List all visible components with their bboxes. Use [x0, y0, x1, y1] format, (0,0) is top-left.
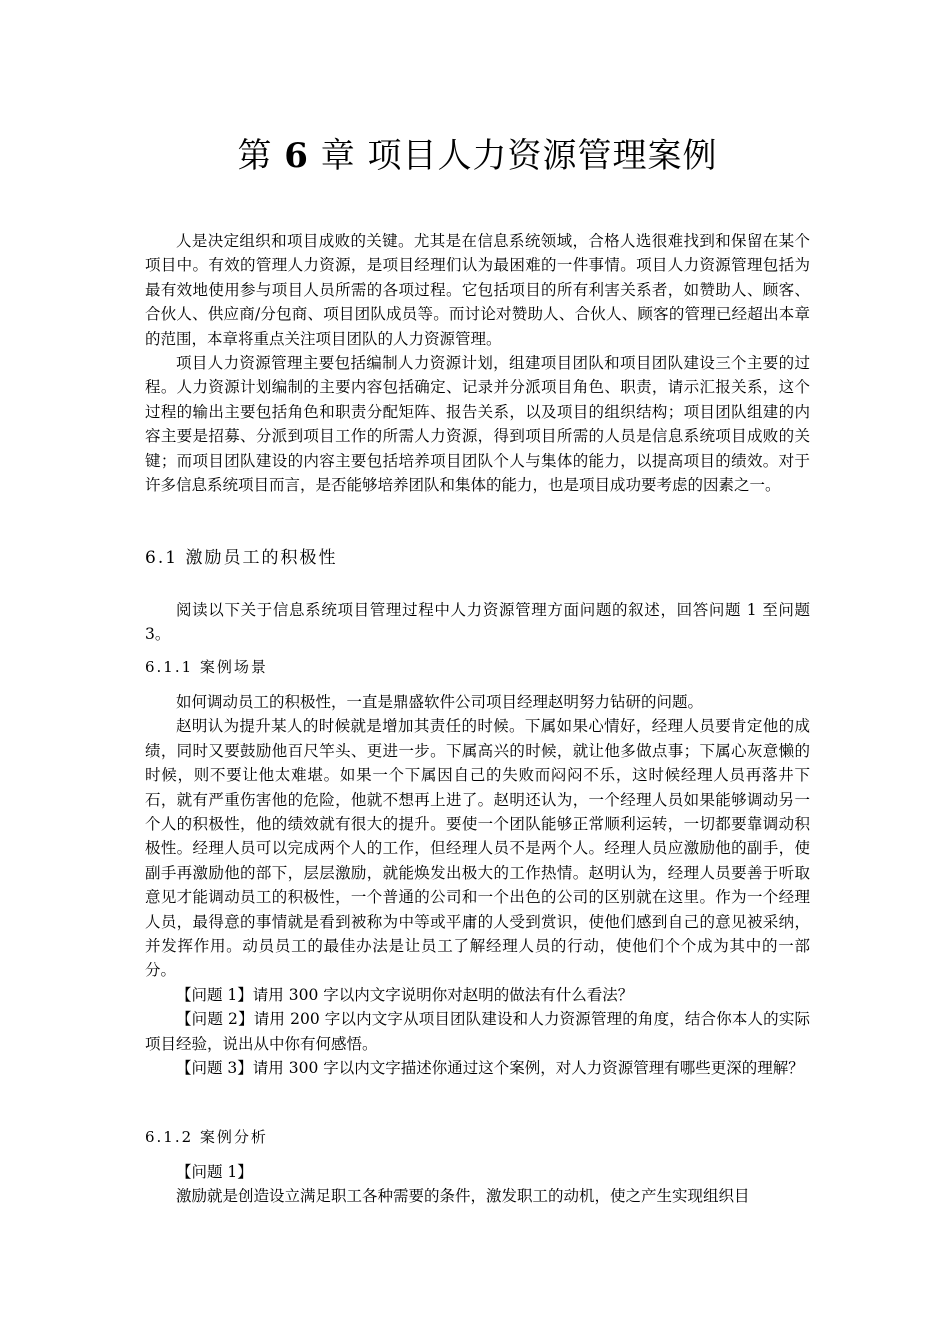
section-6-1-heading-block [145, 545, 810, 571]
question-1: 【问题 1】请用 300 字以内文字说明你对赵明的做法有什么看法？ [176, 985, 634, 1004]
analysis-question-1-label: 【问题 1】 [176, 1163, 253, 1181]
question-2: 【问题 2】请用 200 字以内文字从项目团队建设和人力资源管理的角度，结合你本人的实际项目经验，说出从中你有何感悟。 [145, 1010, 810, 1053]
case-paragraph-1: 如何调动员工的积极性，一直是鼎盛软件公司项目经理赵明努力钻研的问题。 [176, 693, 704, 711]
subsection-6-1-1-heading-block [145, 655, 810, 679]
intro-paragraph-1: 人是决定组织和项目成败的关键。尤其是在信息系统领域，合格人选很难找到和保留在某个项目中。有效的管理人力资源，是项目经理们认为最困难的一件事情。项目人力资源管理包括为最有效地使用参与项目人员所需的各项过程。它包括项目的所有利害关系者，如赞助人、顾客、合伙人、供应商/分包商、项目团队成员等。而讨论对赞助人、合伙人、顾客的管理已经超出本章的范围，本章将重点关注项目团队的人力资源管理。 [145, 232, 810, 348]
subsection-heading-case-analysis: 6.1.2 案例分析 [145, 1128, 268, 1146]
analysis-paragraph-1: 激励就是创造设立满足职工各种需要的条件，激发职工的动机，使之产生实现组织目 [176, 1187, 750, 1206]
section-6-1-lead-block [145, 598, 810, 647]
subsection-heading-case-scenario: 6.1.1 案例场景 [145, 658, 268, 676]
subsection-6-1-2-heading-block [145, 1125, 810, 1149]
intro-block [145, 229, 810, 497]
section-heading: 6.1 激励员工的积极性 [145, 548, 338, 568]
chapter-title [145, 132, 810, 180]
case-scenario-block [145, 690, 810, 1081]
chapter-number: 6 [284, 136, 309, 176]
case-analysis-block [145, 1160, 810, 1209]
section-lead-paragraph: 阅读以下关于信息系统项目管理过程中人力资源管理方面问题的叙述，回答问题 1 至问题 3。 [145, 601, 810, 644]
case-paragraph-2: 赵明认为提升某人的时候就是增加其责任的时候。下属如果心情好，经理人员要肯定他的成绩，同时又要鼓励他百尺竿头、更进一步。下属高兴的时候，就让他多做点事；下属心灰意懒的时候，则不要让他太难堪。如果一个下属因自己的失败而闷闷不乐，这时候经理人员再落井下石，就有严重伤害他的危险，他就不想再上进了。赵明还认为，一个经理人员如果能够调动另一个人的积极性，他的绩效就有很大的提升。要使一个团队能够正常顺利运转，一切都要靠调动积极性。经理人员可以完成两个人的工作，但经理人员不是两个人。经理人员应激励他的副手，使副手再激励他的部下，层层激励，就能焕发出极大的工作热情。赵明认为，经理人员要善于听取意见才能调动员工的积极性，一个普通的公司和一个出色的公司的区别就在这里。作为一个经理人员，最得意的事情就是看到被称为中等或平庸的人受到赏识，使他们感到自己的意见被采纳，并发挥作用。动员员工的最佳办法是让员工了解经理人员的行动，使他们个个成为其中的一部分。 [145, 717, 810, 980]
question-3: 【问题 3】请用 300 字以内文字描述你通过这个案例，对人力资源管理有哪些更深的理解？ [176, 1059, 804, 1078]
intro-paragraph-2: 项目人力资源管理主要包括编制人力资源计划，组建项目团队和项目团队建设三个主要的过程。人力资源计划编制的主要内容包括确定、记录并分派项目角色、职责，请示汇报关系，这个过程的输出主要包括角色和职责分配矩阵、报告关系，以及项目的组织结构；项目团队组建的内容主要是招募、分派到项目工作的所需人力资源，得到项目所需的人员是信息系统项目成败的关键；而项目团队建设的内容主要包括培养项目团队个人与集体的能力，以提高项目的绩效。对于许多信息系统项目而言，是否能够培养团队和集体的能力，也是项目成功要考虑的因素之一。 [145, 354, 810, 495]
chapter-title-prefix: 第 [237, 136, 273, 176]
chapter-title-text: 章 项目人力资源管理案例 [320, 136, 718, 176]
